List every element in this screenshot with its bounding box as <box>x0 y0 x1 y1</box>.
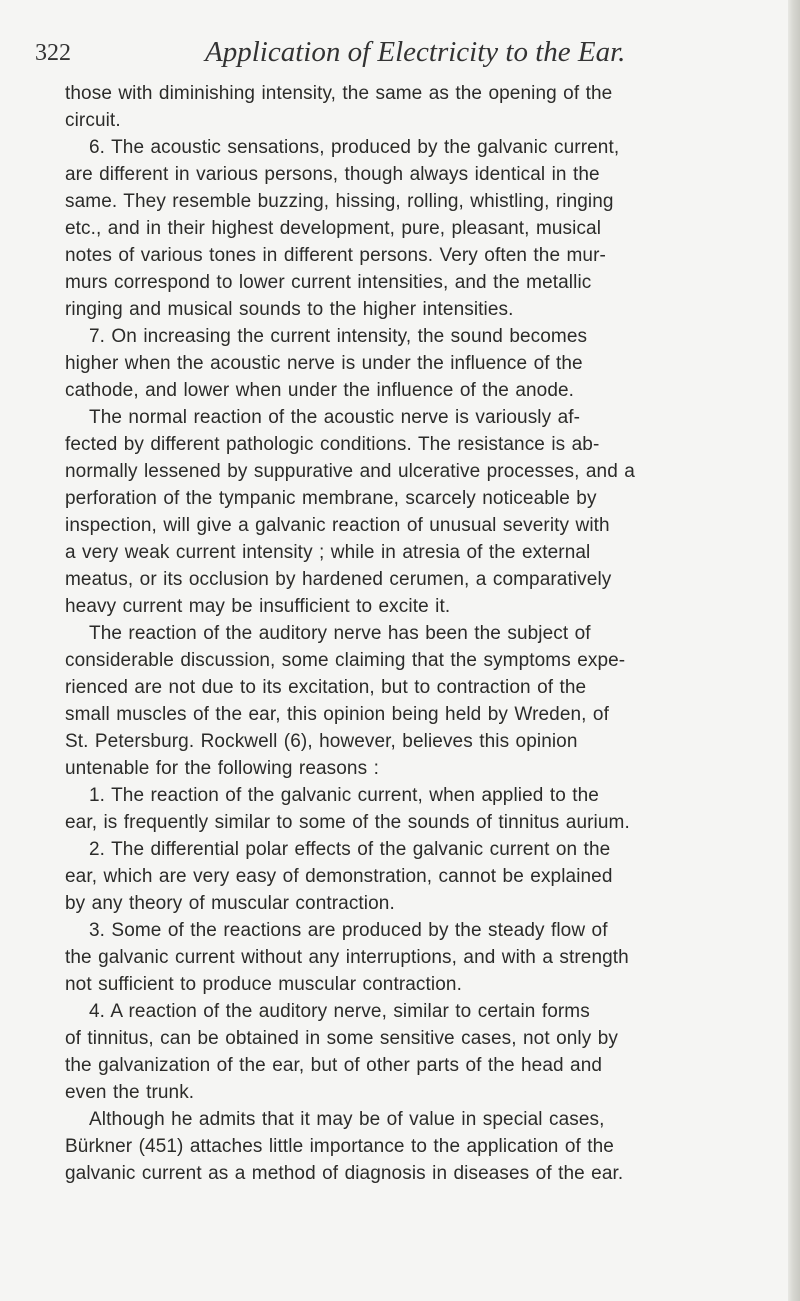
text-line: ear, is frequently similar to some of the sounds of tinnitus aurium. <box>65 812 630 833</box>
running-title: Application of Electricity to the Ear. <box>205 36 626 68</box>
text-line: rienced are not due to its excitation, but to contraction of the <box>65 677 587 698</box>
text-line: 1. The reaction of the galvanic current, when applied to the <box>89 785 599 806</box>
text-line: etc., and in their highest development, pure, pleasant, musical <box>65 218 602 239</box>
text-line: a very weak current intensity ; while in atresia of the external <box>65 542 591 563</box>
text-line: even the trunk. <box>65 1082 195 1103</box>
text-line: same. They resemble buzzing, hissing, rolling, whistling, ringing <box>65 191 614 212</box>
text-line: 6. The acoustic sensations, produced by the galvanic current, <box>89 137 620 158</box>
text-line: St. Petersburg. Rockwell (6), however, believes this opinion <box>65 731 578 752</box>
text-line: of tinnitus, can be obtained in some sensitive cases, not only by <box>65 1028 618 1049</box>
page-header <box>35 36 755 80</box>
text-line: not sufficient to produce muscular contraction. <box>65 974 462 995</box>
text-line: 3. Some of the reactions are produced by the steady flow of <box>89 920 608 941</box>
text-line: 2. The differential polar effects of the galvanic current on the <box>89 839 611 860</box>
text-line: are different in various persons, though always identical in the <box>65 164 600 185</box>
text-line: galvanic current as a method of diagnosis in diseases of the ear. <box>65 1163 624 1184</box>
text-line: inspection, will give a galvanic reaction of unusual severity with <box>65 515 610 536</box>
text-line: The reaction of the auditory nerve has been the subject of <box>89 623 591 644</box>
page-number: 322 <box>35 40 71 66</box>
text-line: by any theory of muscular contraction. <box>65 893 395 914</box>
text-line: circuit. <box>65 110 121 131</box>
text-line: considerable discussion, some claiming that the symptoms expe- <box>65 650 626 671</box>
text-line: heavy current may be insufficient to excite it. <box>65 596 451 617</box>
text-line: ear, which are very easy of demonstration, cannot be explained <box>65 866 613 887</box>
text-line: Bürkner (451) attaches little importance to the application of the <box>65 1136 614 1157</box>
text-line: cathode, and lower when under the influence of the anode. <box>65 380 575 401</box>
text-line: untenable for the following reasons : <box>65 758 379 779</box>
text-line: perforation of the tympanic membrane, scarcely noticeable by <box>65 488 597 509</box>
text-line: small muscles of the ear, this opinion being held by Wreden, of <box>65 704 609 725</box>
text-line: meatus, or its occlusion by hardened cerumen, a comparatively <box>65 569 612 590</box>
text-line: higher when the acoustic nerve is under the influence of the <box>65 353 583 374</box>
text-line: the galvanic current without any interruptions, and with a strength <box>65 947 629 968</box>
text-line: 7. On increasing the current intensity, the sound becomes <box>89 326 588 347</box>
text-line: murs correspond to lower current intensities, and the metallic <box>65 272 592 293</box>
text-line: ringing and musical sounds to the higher intensities. <box>65 299 514 320</box>
page-edge <box>788 0 800 1301</box>
text-line: normally lessened by suppurative and ulcerative processes, and a <box>65 461 635 482</box>
text-line: notes of various tones in different persons. Very often the mur- <box>65 245 606 266</box>
text-line: the galvanization of the ear, but of other parts of the head and <box>65 1055 603 1076</box>
text-line: those with diminishing intensity, the same as the opening of the <box>65 83 613 104</box>
text-line: Although he admits that it may be of value in special cases, <box>89 1109 605 1130</box>
text-line: 4. A reaction of the auditory nerve, similar to certain forms <box>89 1001 590 1022</box>
text-line: fected by different pathologic conditions. The resistance is ab- <box>65 434 600 455</box>
text-line: The normal reaction of the acoustic nerve is variously af- <box>89 407 581 428</box>
